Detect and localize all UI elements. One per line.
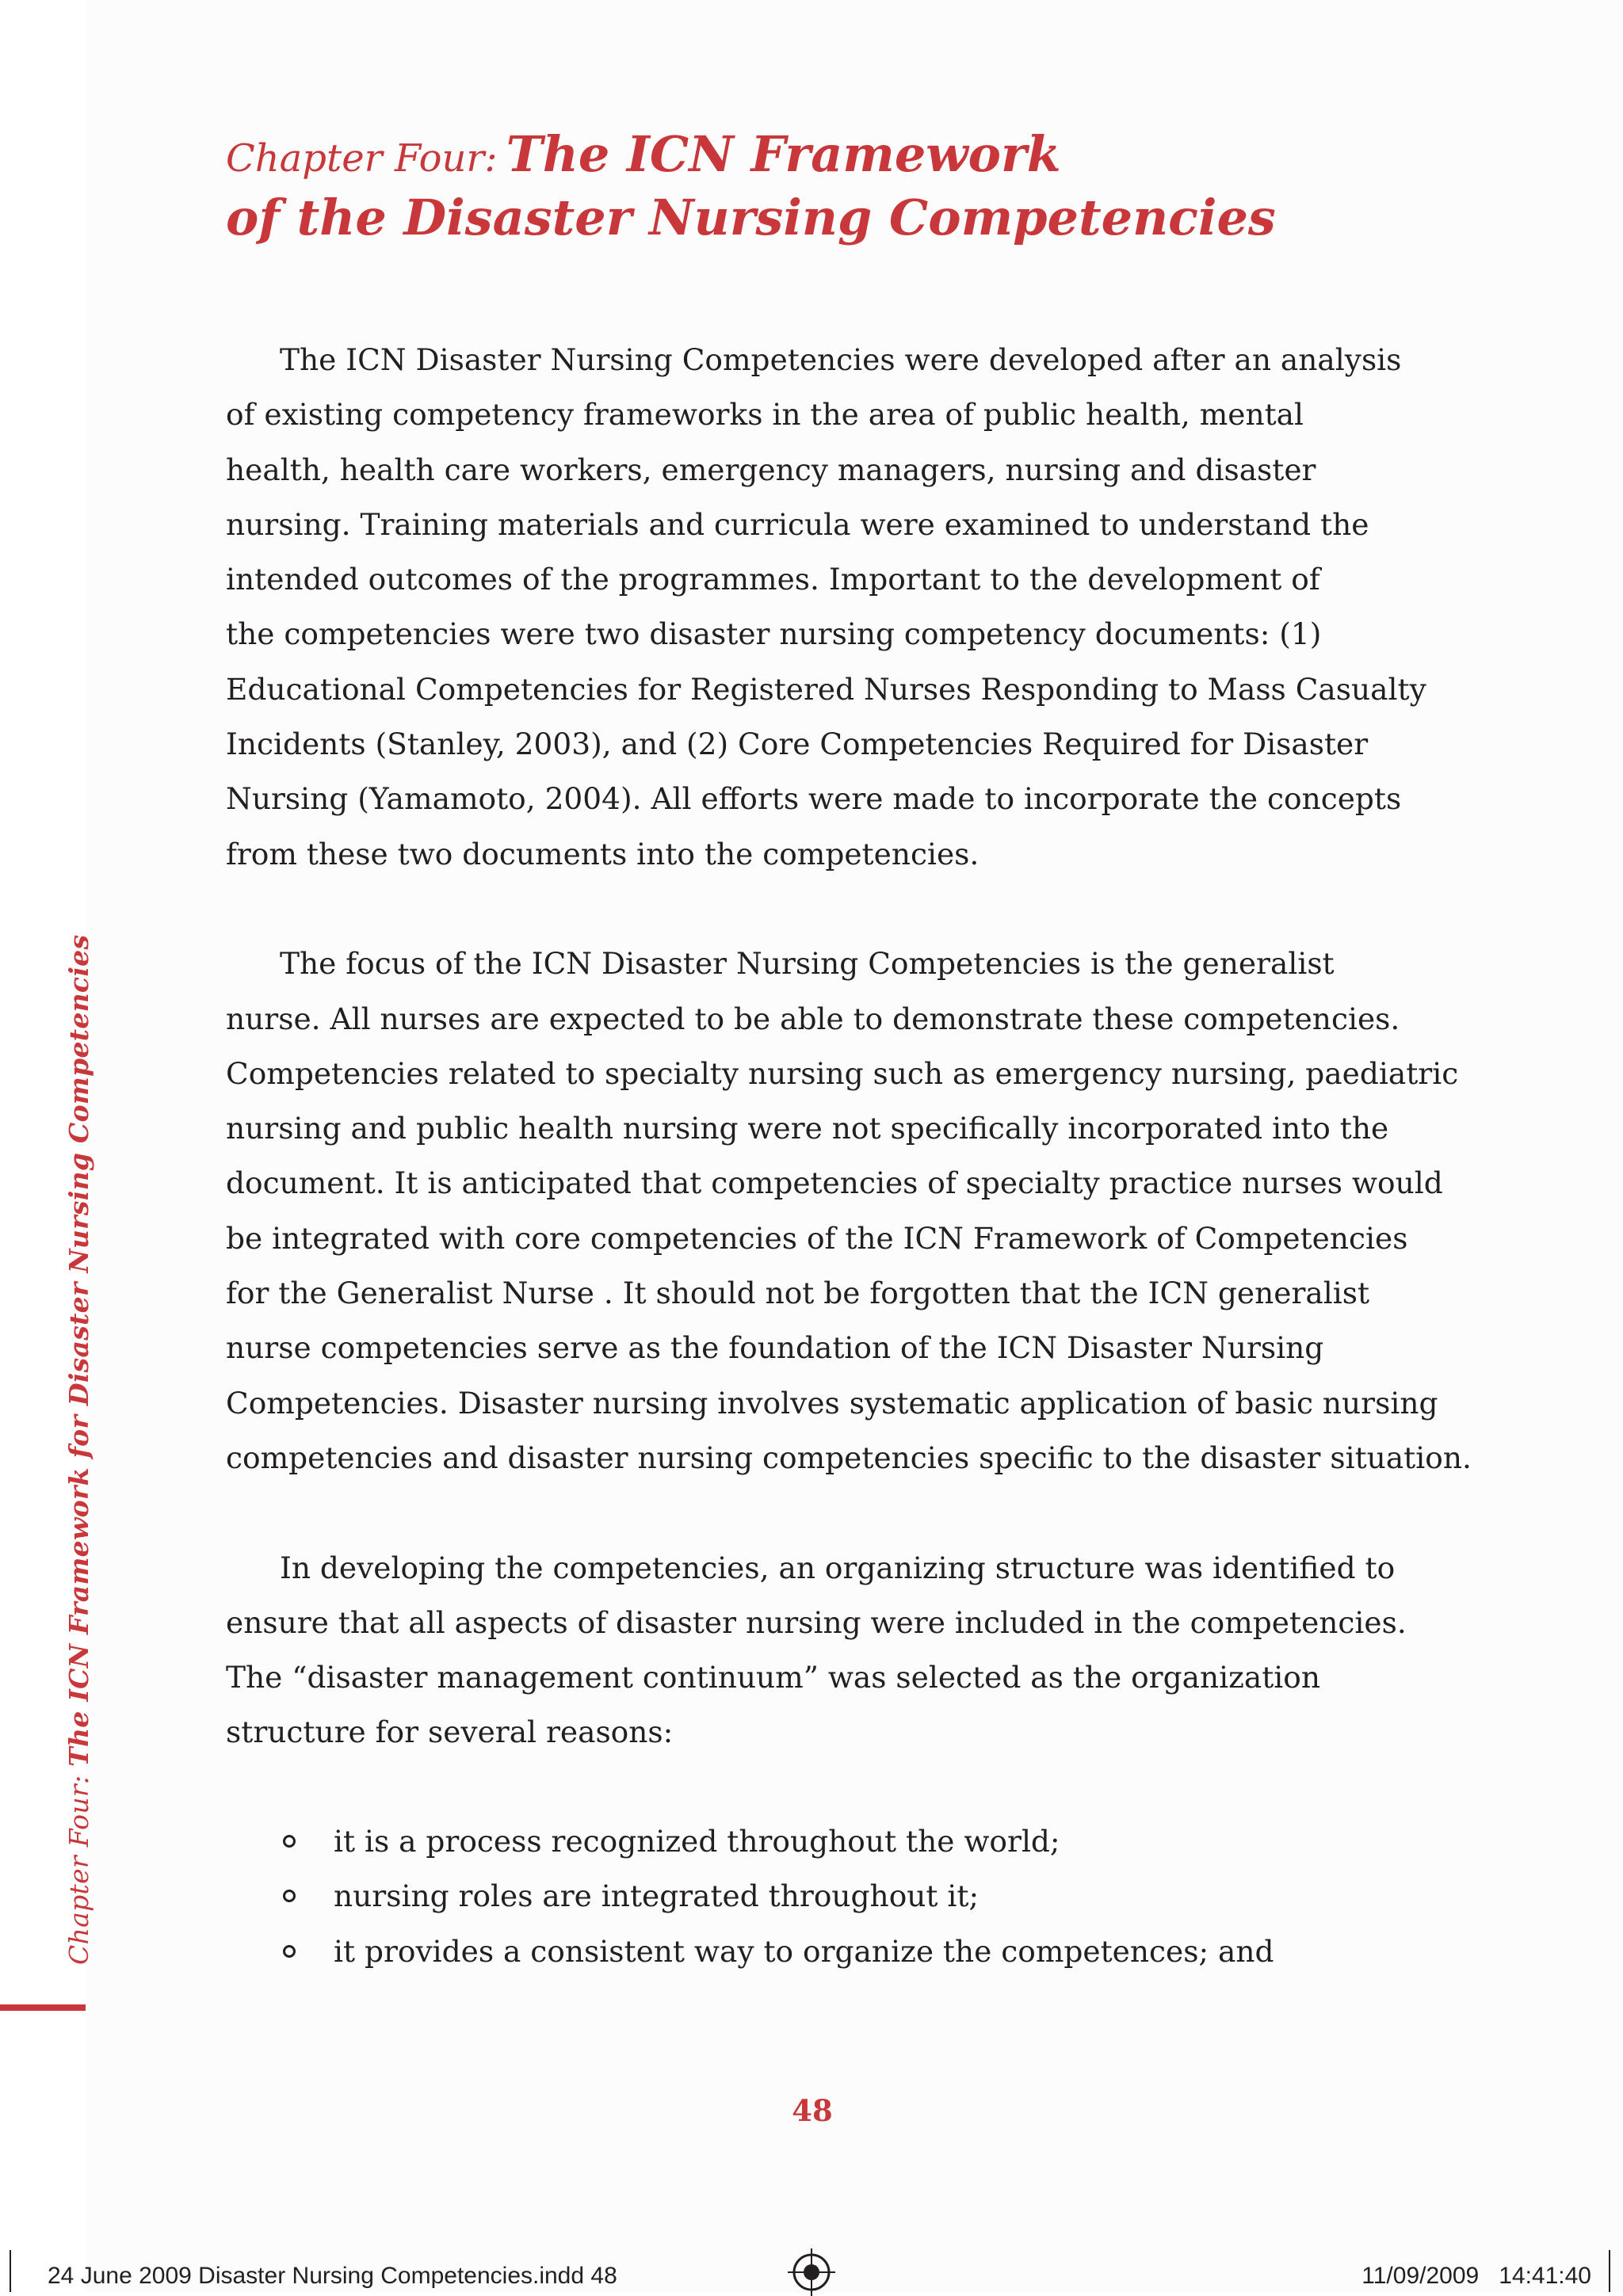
paragraph-3 [226, 1541, 1407, 1760]
list-item [281, 1924, 1274, 1979]
chapter-title [226, 127, 1573, 254]
text-line: The “disaster management continuum” was selected as the organization [226, 1660, 1321, 1695]
text-line: Incidents (Stanley, 2003), and (2) Core Competencies Required for Disaster [226, 727, 1369, 762]
chapter-title-prefix: Chapter Four: [226, 136, 498, 181]
reasons-list [281, 1814, 1274, 1979]
slug-time: 14:41:40 [1499, 2263, 1591, 2289]
text-line: be integrated with core competencies of the ICN Framework of Competencies [226, 1220, 1408, 1256]
list-item [281, 1814, 1274, 1869]
chapter-title-line2: of the Disaster Nursing Competencies [226, 189, 1276, 246]
text-line: structure for several reasons: [226, 1714, 674, 1750]
text-line: nurse. All nurses are expected to be able to demonstrate these competencies. [226, 1001, 1400, 1036]
list-item-text: it is a process recognized throughout the world; [334, 1824, 1060, 1859]
list-item [281, 1869, 1274, 1924]
crop-mark [10, 2250, 11, 2292]
body-text [226, 333, 1472, 1815]
text-line: Competencies related to specialty nursing such as emergency nursing, paediatric [226, 1055, 1459, 1091]
text-line: nurse competencies serve as the foundation of the ICN Disaster Nursing [226, 1330, 1324, 1366]
hollow-circle-bullet-icon [283, 1835, 296, 1848]
slug-timestamp [1361, 2263, 1591, 2290]
chapter-title-line1: The ICN Framework [506, 125, 1061, 183]
side-accent-rule [0, 2004, 86, 2011]
running-label-title: The ICN Framework for Disaster Nursing Competencies [63, 934, 94, 1767]
crop-mark [1609, 2250, 1610, 2292]
text-line: for the Generalist Nurse . It should not be forgotten that the ICN generalist [226, 1276, 1370, 1311]
text-line: ensure that all aspects of disaster nursing were included in the competencies. [226, 1604, 1407, 1640]
slug-filename: 24 June 2009 Disaster Nursing Competencies.indd 48 [48, 2263, 617, 2289]
text-line: from these two documents into the competencies. [226, 836, 980, 871]
text-line: The focus of the ICN Disaster Nursing Competencies is the generalist [280, 946, 1335, 982]
text-line: competencies and disaster nursing competencies specific to the disaster situation. [226, 1440, 1472, 1475]
text-line: Educational Competencies for Registered Nurses Responding to Mass Casualty [226, 671, 1426, 707]
text-line: In developing the competencies, an organizing structure was identified to [280, 1550, 1396, 1585]
slug-date: 11/09/2009 [1361, 2263, 1480, 2289]
text-line: The ICN Disaster Nursing Competencies were developed after an analysis [280, 342, 1402, 377]
list-item-text: nursing roles are integrated throughout it; [334, 1878, 980, 1914]
text-line: intended outcomes of the programmes. Important to the development of [226, 562, 1320, 597]
hollow-circle-bullet-icon [283, 1890, 296, 1902]
page-number: 48 [792, 2093, 833, 2128]
text-line: nursing and public health nursing were not specifically incorporated into the [226, 1111, 1389, 1146]
running-label-prefix: Chapter Four: [63, 1766, 94, 1965]
text-line: nursing. Training materials and curricula were examined to understand the [226, 506, 1369, 542]
text-line: Competencies. Disaster nursing involves systematic application of basic nursing [226, 1385, 1438, 1421]
running-chapter-label [63, 935, 94, 1965]
registration-mark-icon [788, 2248, 835, 2296]
paragraph-2 [226, 936, 1472, 1486]
list-item-text: it provides a consistent way to organize the competences; and [334, 1933, 1274, 1969]
paragraph-1 [226, 333, 1426, 882]
text-line: of existing competency frameworks in the area of public health, mental [226, 397, 1304, 433]
hollow-circle-bullet-icon [283, 1945, 296, 1958]
text-line: document. It is anticipated that competencies of specialty practice nurses would [226, 1165, 1443, 1201]
text-line: Nursing (Yamamoto, 2004). All efforts were made to incorporate the concepts [226, 781, 1402, 817]
text-line: health, health care workers, emergency managers, nursing and disaster [226, 452, 1316, 487]
text-line: the competencies were two disaster nursing competency documents: (1) [226, 616, 1322, 652]
